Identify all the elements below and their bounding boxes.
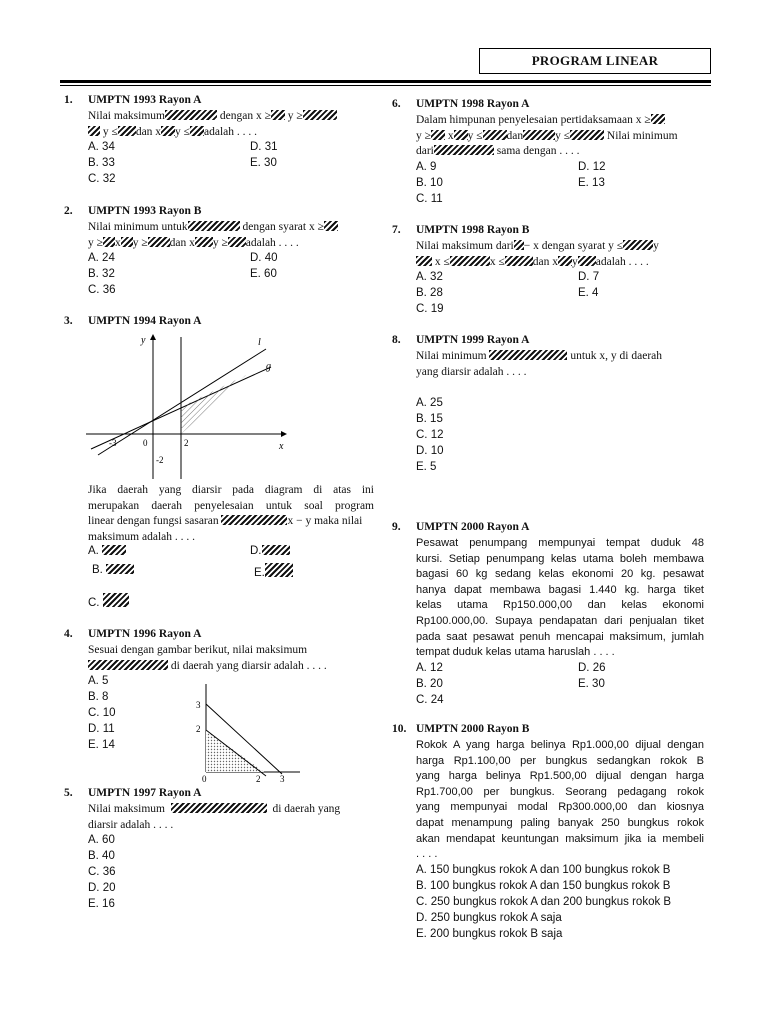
- option-a[interactable]: A. 34: [88, 141, 115, 153]
- option-b[interactable]: B. 32: [88, 268, 115, 280]
- question-number: 4.: [64, 628, 73, 640]
- option-a[interactable]: A. 150 bungkus rokok A dan 100 bungkus rokok B: [416, 864, 671, 876]
- option-d[interactable]: D. 20: [88, 882, 116, 894]
- question-source: UMPTN 1994 Rayon A: [88, 315, 202, 327]
- tick-y-2: 2: [196, 724, 201, 734]
- option-b[interactable]: B. 15: [416, 413, 443, 425]
- option-a[interactable]: A. 24: [88, 252, 115, 264]
- question-source: UMPTN 1998 Rayon B: [416, 224, 530, 236]
- option-a[interactable]: A. 60: [88, 834, 115, 846]
- question-4: [64, 628, 364, 783]
- question-source: UMPTN 1997 Rayon A: [88, 787, 202, 799]
- option-c[interactable]: C. 24: [416, 694, 444, 706]
- option-b[interactable]: B. 10: [416, 177, 443, 189]
- option-c[interactable]: C. 250 bungkus rokok A dan 200 bungkus rokok B: [416, 896, 672, 908]
- option-c[interactable]: C. 11: [416, 193, 443, 205]
- option-a[interactable]: A. 25: [416, 397, 443, 409]
- option-b[interactable]: B. 8: [88, 691, 109, 703]
- question-number: 3.: [64, 315, 73, 327]
- question-source: UMPTN 1996 Rayon A: [88, 628, 202, 640]
- option-d[interactable]: D. 250 bungkus rokok A saja: [416, 912, 562, 924]
- option-e[interactable]: E. 200 bungkus rokok B saja: [416, 928, 563, 940]
- question-text: Sesuai dengan gambar berikut, nilai maksimum di daerah yang diarsir adalah . . . .: [88, 644, 327, 672]
- question-text: Nilai minimum untuk x, y di daerah yang diarsir adalah . . . .: [416, 350, 663, 378]
- line-g-label: g: [266, 361, 271, 372]
- option-d[interactable]: D.: [250, 544, 290, 560]
- tick-origin: 0: [202, 774, 207, 784]
- question-source: UMPTN 2000 Rayon A: [416, 521, 530, 533]
- option-b[interactable]: B. 100 bungkus rokok A dan 150 bungkus rokok B: [416, 880, 671, 892]
- question-text: Nilai maksimum dengan x ≥ y ≥ y ≤ dan x y ≤ adalah . . . .: [88, 109, 368, 140]
- x-axis-label: x: [279, 441, 284, 452]
- tick-minus-2: -2: [156, 455, 164, 465]
- triangle-region-graph: [192, 682, 302, 784]
- question-number: 10.: [392, 723, 407, 735]
- option-d[interactable]: D. 31: [250, 141, 278, 153]
- question-number: 2.: [64, 205, 73, 217]
- option-e[interactable]: E. 16: [88, 898, 115, 910]
- question-number: 9.: [392, 521, 401, 533]
- option-b[interactable]: B. 20: [416, 678, 443, 690]
- option-a[interactable]: A.: [88, 544, 126, 560]
- option-d[interactable]: D. 11: [88, 723, 115, 735]
- option-e[interactable]: E.: [254, 563, 293, 582]
- option-a[interactable]: A. 12: [416, 662, 443, 674]
- question-text: Nilai minimum untuk dengan syarat x ≥ y ≥ x y ≥ dan x y ≥ adalah . . . .: [88, 220, 368, 251]
- question-6: [392, 98, 712, 208]
- option-d[interactable]: D. 7: [578, 271, 600, 283]
- option-e[interactable]: E. 30: [250, 157, 277, 169]
- option-a[interactable]: A. 9: [416, 161, 437, 173]
- option-d[interactable]: D. 12: [578, 161, 606, 173]
- option-c[interactable]: C. 10: [88, 707, 116, 719]
- question-2: [64, 205, 364, 305]
- question-number: 8.: [392, 334, 401, 346]
- option-c[interactable]: C.: [88, 593, 129, 612]
- option-c[interactable]: C. 36: [88, 284, 116, 296]
- option-c[interactable]: C. 19: [416, 303, 444, 315]
- tick-x-2: 2: [256, 774, 261, 784]
- tick-x-3: 3: [280, 774, 285, 784]
- tick-origin: 0: [143, 438, 148, 448]
- question-5: [64, 787, 364, 917]
- question-text: Rokok A yang harga belinya Rp1.000,00 dijual dengan harga Rp1.100,00 per bungkus sedangkan rokok B yang harga belinya Rp1.500,00 dijual dengan harga Rp1.700,00 per bungkus. Seorang pedagang rokok yang mempunyai modal Rp300.000,00 dan kiosnya dapat menampung paling banyak 250 bungkus rokok akan mendapat keuntungan maksimum jika ia membeli . . . .: [416, 739, 704, 861]
- header-rule-thin: [60, 85, 711, 86]
- question-text: Nilai maksimum dari − x dengan syarat y ≤ y x ≤ x ≤ dan x y adalah . . . .: [416, 240, 659, 268]
- question-7: [392, 224, 712, 319]
- option-c[interactable]: C. 32: [88, 173, 116, 185]
- question-source: UMPTN 1998 Rayon A: [416, 98, 530, 110]
- option-d[interactable]: D. 40: [250, 252, 278, 264]
- option-c[interactable]: C. 12: [416, 429, 444, 441]
- page-title: PROGRAM LINEAR: [479, 48, 711, 74]
- option-b[interactable]: B.: [92, 563, 134, 579]
- question-10: [392, 723, 712, 948]
- question-8: [392, 334, 712, 479]
- question-number: 7.: [392, 224, 401, 236]
- line-l-label: l: [258, 337, 261, 348]
- question-9: [392, 521, 712, 711]
- option-e[interactable]: E. 14: [88, 739, 115, 751]
- question-source: UMPTN 1999 Rayon A: [416, 334, 530, 346]
- question-3: [64, 315, 374, 615]
- question-1: [64, 94, 364, 194]
- option-e[interactable]: E. 60: [250, 268, 277, 280]
- option-d[interactable]: D. 26: [578, 662, 606, 674]
- shaded-region-graph: [86, 331, 296, 481]
- question-number: 6.: [392, 98, 401, 110]
- question-number: 1.: [64, 94, 73, 106]
- option-e[interactable]: E. 4: [578, 287, 599, 299]
- tick-2: 2: [184, 438, 189, 448]
- option-b[interactable]: B. 33: [88, 157, 115, 169]
- header-rule-thick: [60, 80, 711, 83]
- tick-minus-3: -3: [109, 438, 117, 448]
- option-a[interactable]: A. 5: [88, 675, 109, 687]
- question-number: 5.: [64, 787, 73, 799]
- option-b[interactable]: B. 40: [88, 850, 115, 862]
- question-source: UMPTN 2000 Rayon B: [416, 723, 530, 735]
- option-e[interactable]: E. 5: [416, 461, 437, 473]
- option-c[interactable]: C. 36: [88, 866, 116, 878]
- tick-y-3: 3: [196, 700, 201, 710]
- question-source: UMPTN 1993 Rayon A: [88, 94, 202, 106]
- question-source: UMPTN 1993 Rayon B: [88, 205, 202, 217]
- option-d[interactable]: D. 10: [416, 445, 444, 457]
- option-b[interactable]: B. 28: [416, 287, 443, 299]
- option-e[interactable]: E. 30: [578, 678, 605, 690]
- option-a[interactable]: A. 32: [416, 271, 443, 283]
- question-text: Jika daerah yang diarsir pada diagram di atas ini merupakan daerah penyelesaian untuk soal program linear dengan fungsi sasaran x − y maka nilai maksimum adalah . . . .: [88, 484, 374, 543]
- question-text: Nilai maksimum di daerah yang diarsir adalah . . . .: [88, 803, 341, 831]
- y-axis-label: y: [141, 335, 146, 346]
- question-text: Pesawat penumpang mempunyai tempat duduk 48 kursi. Setiap penumpang kelas utama boleh membawa bagasi 60 kg sedang kelas ekonomi 20 kg. pesawat hanya dapat membawa bagasi 1.440 kg. harga tiket kelas utama Rp150.000,00 dan kelas ekonomi Rp100.000,00. Supaya pendapatan dari penjualan tiket pada saat pesawat penuh mencapai maksimum, jumlah tempat duduk kelas utama haruslah . . . .: [416, 537, 704, 659]
- option-e[interactable]: E. 13: [578, 177, 605, 189]
- question-text: Dalam himpunan penyelesaian pertidaksamaan x ≥ y ≥ x y ≤ dan y ≤ Nilai minimum dari sama dengan . . . .: [416, 114, 678, 158]
